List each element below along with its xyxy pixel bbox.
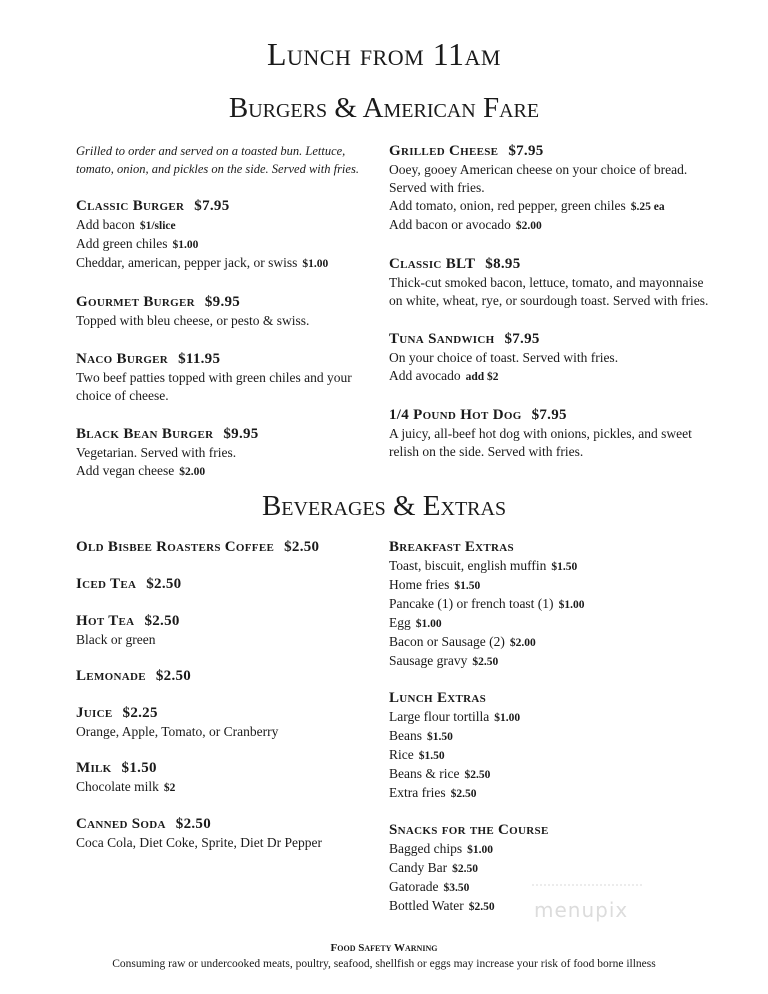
menu-item-description	[389, 161, 719, 197]
menu-item-name: Old Bisbee Roasters Coffee	[76, 539, 275, 555]
menu-item-name: Grilled Cheese	[389, 143, 499, 159]
add-on-price: $1.00	[467, 844, 493, 856]
menu-item-description	[389, 197, 719, 216]
add-on-price: $2.00	[179, 466, 206, 478]
menu-item-heading	[76, 815, 381, 834]
menu-item-price: $11.95	[178, 351, 221, 367]
add-on-price: $1.50	[418, 750, 445, 762]
beverages-right-items	[389, 538, 719, 916]
menu-item	[76, 425, 381, 481]
add-on-price: $2.50	[464, 769, 491, 781]
menu-item-description	[389, 708, 719, 727]
menu-item	[389, 330, 719, 386]
menu-item	[76, 704, 381, 741]
description-text: Gatorade	[389, 879, 439, 894]
menu-item-price: $7.95	[531, 407, 567, 423]
menu-item-description	[76, 254, 381, 273]
menu-item-description	[76, 462, 381, 481]
menu-item-name: Juice	[76, 705, 113, 721]
burgers-right-column	[389, 142, 719, 481]
description-text: Cheddar, american, pepper jack, or swiss	[76, 255, 298, 270]
menu-item-heading	[389, 330, 719, 349]
menu-item-description	[389, 746, 719, 765]
menu-item-heading	[76, 759, 381, 778]
menu-item-price: $1.50	[121, 760, 157, 776]
menu-item	[76, 293, 381, 330]
menu-item-description	[76, 444, 381, 462]
description-text: Sausage gravy	[389, 653, 468, 668]
description-text: Extra fries	[389, 785, 446, 800]
menu-item-price: $2.50	[144, 613, 180, 629]
add-on-price: $2.50	[468, 901, 495, 913]
menu-item-description	[389, 557, 719, 576]
footer-text: Consuming raw or undercooked meats, poultry, seafood, shellfish or eggs may increase your risk of food borne illness	[112, 958, 656, 970]
menu-item-description	[76, 778, 381, 797]
description-text: Home fries	[389, 577, 450, 592]
watermark-logo: menupix	[534, 898, 629, 922]
section-title-beverages: Beverages & Extras	[261, 490, 507, 522]
burgers-left-column	[76, 142, 381, 501]
description-text: Orange, Apple, Tomato, or Cranberry	[76, 724, 279, 739]
footer-title: Food Safety Warning	[330, 942, 438, 954]
menu-item-price: $7.95	[508, 143, 544, 159]
menu-item-heading	[389, 821, 719, 840]
menu-item-description	[389, 367, 719, 386]
beverages-left-items	[76, 538, 381, 852]
description-text: Egg	[389, 615, 411, 630]
menu-item-price: $2.50	[175, 816, 212, 832]
menu-item-description	[389, 595, 719, 614]
food-safety-footer	[0, 940, 768, 972]
menu-item	[76, 667, 381, 686]
description-text: Candy Bar	[389, 860, 448, 875]
menu-item	[389, 406, 719, 461]
menu-item-description	[389, 349, 719, 367]
description-text: Add bacon	[76, 217, 135, 232]
description-text: Bagged chips	[389, 841, 463, 856]
menu-item-name: 1/4 Pound Hot Dog	[389, 407, 522, 423]
menu-item-heading	[76, 667, 381, 686]
add-on-price: $.25 ea	[630, 201, 665, 213]
menu-item-price: $2.50	[284, 539, 320, 555]
description-text: Add green chiles	[76, 236, 168, 251]
menu-item-name: Naco Burger	[76, 351, 169, 367]
menu-item-name: Classic BLT	[389, 256, 476, 272]
menu-item-description	[389, 425, 719, 461]
add-on-price: $1/slice	[139, 220, 176, 232]
menu-item-heading	[389, 538, 719, 557]
add-on-price: $2.00	[509, 637, 536, 649]
menu-item-heading	[389, 255, 719, 274]
menu-item-description	[389, 859, 719, 878]
description-text: Black or green	[76, 632, 156, 647]
description-text: Coca Cola, Diet Coke, Sprite, Diet Dr Pepper	[76, 835, 322, 850]
menu-item	[76, 815, 381, 852]
menu-item-name: Hot Tea	[76, 613, 135, 629]
menu-item-heading	[76, 575, 381, 594]
description-text: Two beef patties topped with green chiles and your choice of cheese.	[76, 370, 352, 403]
menu-item-heading	[76, 704, 381, 723]
menu-item-name: Black Bean Burger	[76, 426, 214, 442]
description-text: A juicy, all-beef hot dog with onions, pickles, and sweet relish on the side. Served with fries.	[389, 426, 692, 459]
description-text: Bacon or Sausage (2)	[389, 634, 505, 649]
description-text: Ooey, gooey American cheese on your choice of bread. Served with fries.	[389, 162, 688, 195]
menu-item-price: $7.95	[194, 198, 230, 214]
description-text: Bottled Water	[389, 898, 464, 913]
menu-item	[76, 538, 381, 557]
menu-item-heading	[76, 538, 381, 557]
add-on-price: $1.00	[558, 599, 585, 611]
description-text: Thick-cut smoked bacon, lettuce, tomato, and mayonnaise on white, wheat, rye, or sourdough toast. Served with fries.	[389, 275, 709, 308]
menu-item-name: Breakfast Extras	[389, 539, 514, 555]
add-on-price: $1.00	[302, 258, 329, 270]
menu-item-price: $9.95	[204, 294, 241, 310]
add-on-price: $1.50	[551, 561, 578, 573]
burgers-intro: Grilled to order and served on a toasted bun. Lettuce, tomato, onion, and pickles on the side. Served with fries.	[76, 144, 359, 176]
menu-item-price: $2.50	[155, 668, 192, 684]
menu-item-description	[76, 369, 381, 405]
beverages-right-column	[389, 538, 719, 934]
menu-item-description	[76, 235, 381, 254]
menu-item-price: $9.95	[223, 426, 259, 442]
menu-item-name: Milk	[76, 760, 112, 776]
menu-item-name: Snacks for the Course	[389, 822, 549, 838]
description-text: Beans	[389, 728, 422, 743]
menu-item	[76, 612, 381, 649]
menu-item-description	[389, 765, 719, 784]
description-text: Large flour tortilla	[389, 709, 490, 724]
menu-item-name: Classic Burger	[76, 198, 185, 214]
beverages-left-column	[76, 538, 381, 870]
add-on-price: $1.50	[454, 580, 481, 592]
menu-item-name: Lunch Extras	[389, 690, 487, 706]
burgers-left-items	[76, 197, 381, 481]
menu-item-description	[76, 631, 381, 649]
description-text: Beans & rice	[389, 766, 460, 781]
menu-item	[389, 255, 719, 310]
menu-item	[76, 350, 381, 405]
description-text: Add avocado	[389, 368, 461, 383]
menu-item-description	[389, 840, 719, 859]
menu-item	[389, 538, 719, 671]
menu-item-heading	[76, 197, 381, 216]
burgers-right-items	[389, 142, 719, 461]
menu-item-name: Iced Tea	[76, 576, 137, 592]
menu-item-description	[76, 312, 381, 330]
description-text: Add tomato, onion, red pepper, green chiles	[389, 198, 626, 213]
page-title: Lunch from 11am	[266, 36, 501, 72]
add-on-price: $2.50	[452, 863, 478, 875]
description-text: Topped with bleu cheese, or pesto & swiss.	[76, 313, 310, 328]
menu-item	[76, 197, 381, 273]
menu-item-heading	[389, 406, 719, 425]
watermark-decoration	[532, 884, 642, 894]
menu-item-price: $7.95	[504, 331, 540, 347]
menu-item-description	[389, 614, 719, 633]
menu-item-heading	[76, 350, 381, 369]
menu-item-description	[389, 727, 719, 746]
section-title-burgers: Burgers & American Fare	[228, 92, 540, 124]
description-text: Rice	[389, 747, 414, 762]
menu-item-description	[389, 633, 719, 652]
menu-item-description	[389, 216, 719, 235]
description-text: Vegetarian. Served with fries.	[76, 445, 237, 460]
menu-item-name: Lemonade	[76, 668, 146, 684]
menu-item-description	[389, 576, 719, 595]
description-text: Add bacon or avocado	[389, 217, 511, 232]
menu-item-description	[76, 216, 381, 235]
menu-item	[389, 689, 719, 803]
menu-item-heading	[389, 689, 719, 708]
menu-item-heading	[389, 142, 719, 161]
add-on-price: $1.00	[172, 239, 199, 251]
add-on-price: $1.00	[415, 618, 442, 630]
description-text: On your choice of toast. Served with fries.	[389, 350, 619, 365]
add-on-price: $1.00	[494, 712, 521, 724]
add-on-price: $1.50	[427, 731, 453, 743]
add-on-price: $3.50	[443, 882, 470, 894]
menu-item-description	[76, 834, 381, 852]
menu-item-name: Gourmet Burger	[76, 294, 195, 310]
menu-item-price: $2.50	[146, 576, 182, 592]
menu-item-description	[76, 723, 381, 741]
description-text: Chocolate milk	[76, 779, 159, 794]
menu-item-description	[389, 652, 719, 671]
menu-item-name: Tuna Sandwich	[389, 331, 495, 347]
add-on-price: add $2	[465, 371, 499, 383]
menu-item-heading	[76, 293, 381, 312]
description-text: Add vegan cheese	[76, 463, 175, 478]
add-on-price: $2.50	[472, 656, 499, 668]
add-on-price: $2.50	[450, 788, 477, 800]
description-text: Pancake (1) or french toast (1)	[389, 596, 554, 611]
menu-item-price: $8.95	[485, 256, 521, 272]
menu-item-heading	[76, 612, 381, 631]
add-on-price: $2	[163, 782, 176, 794]
menu-item-description	[389, 784, 719, 803]
menu-item-heading	[76, 425, 381, 444]
menu-item-name: Canned Soda	[76, 816, 166, 832]
description-text: Toast, biscuit, english muffin	[389, 558, 547, 573]
menu-item	[76, 759, 381, 797]
menu-item	[389, 142, 719, 235]
menu-item	[76, 575, 381, 594]
menu-item-price: $2.25	[122, 705, 158, 721]
add-on-price: $2.00	[515, 220, 542, 232]
menu-item-description	[389, 274, 719, 310]
